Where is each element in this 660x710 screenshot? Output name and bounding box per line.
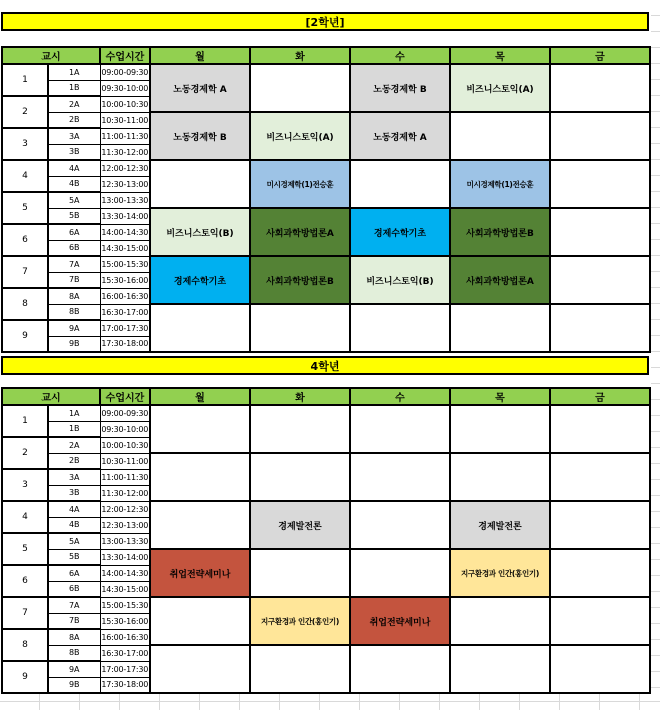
subperiod-cell[interactable]: 9B bbox=[48, 677, 100, 693]
header-time[interactable]: 수업시간 bbox=[100, 47, 150, 64]
empty-block-fri[interactable] bbox=[550, 405, 650, 453]
subperiod-cell[interactable]: 6A bbox=[48, 224, 100, 240]
period-cell[interactable]: 4 bbox=[2, 160, 48, 192]
time-cell[interactable]: 13:30-14:00 bbox=[100, 208, 150, 224]
period-cell[interactable]: 6 bbox=[2, 224, 48, 256]
time-cell[interactable]: 16:30-17:00 bbox=[100, 304, 150, 320]
empty-block-fri[interactable] bbox=[550, 64, 650, 112]
header-day-wed[interactable]: 수 bbox=[350, 388, 450, 405]
period-cell[interactable]: 7 bbox=[2, 597, 48, 629]
subperiod-cell[interactable]: 4A bbox=[48, 160, 100, 176]
subperiod-cell[interactable]: 8B bbox=[48, 304, 100, 320]
empty-block-fri[interactable] bbox=[550, 549, 650, 597]
banner-grade2-title[interactable]: [2학년] bbox=[1, 12, 649, 31]
subperiod-cell[interactable]: 7B bbox=[48, 272, 100, 288]
empty-block-thu[interactable] bbox=[450, 112, 550, 160]
period-cell[interactable]: 8 bbox=[2, 288, 48, 320]
empty-block-mon[interactable] bbox=[150, 597, 250, 645]
period-cell[interactable]: 9 bbox=[2, 661, 48, 693]
course-block-tue[interactable]: 지구환경과 인간(홍인기) bbox=[250, 597, 350, 645]
empty-block-wed[interactable] bbox=[350, 549, 450, 597]
subperiod-cell[interactable]: 1A bbox=[48, 64, 100, 80]
empty-block-wed[interactable] bbox=[350, 160, 450, 208]
subperiod-cell[interactable]: 6B bbox=[48, 581, 100, 597]
period-cell[interactable]: 8 bbox=[2, 629, 48, 661]
empty-block-wed[interactable] bbox=[350, 645, 450, 693]
course-block-tue[interactable]: 사회과학방법론A bbox=[250, 208, 350, 256]
course-block-tue[interactable]: 사회과학방법론B bbox=[250, 256, 350, 304]
empty-block-fri[interactable] bbox=[550, 597, 650, 645]
period-cell[interactable]: 3 bbox=[2, 128, 48, 160]
course-block-wed[interactable]: 노동경제학 A bbox=[350, 112, 450, 160]
course-block-thu[interactable]: 사회과학방법론B bbox=[450, 208, 550, 256]
period-cell[interactable]: 5 bbox=[2, 533, 48, 565]
time-cell[interactable]: 17:30-18:00 bbox=[100, 677, 150, 693]
period-cell[interactable]: 3 bbox=[2, 469, 48, 501]
period-cell[interactable]: 1 bbox=[2, 64, 48, 96]
excel-gridlines-bottom-margin bbox=[0, 692, 660, 710]
subperiod-cell[interactable]: 8B bbox=[48, 645, 100, 661]
empty-block-mon[interactable] bbox=[150, 304, 250, 352]
time-cell[interactable]: 10:30-11:00 bbox=[100, 112, 150, 128]
subperiod-cell[interactable]: 3B bbox=[48, 144, 100, 160]
course-block-tue[interactable]: 경제발전론 bbox=[250, 501, 350, 549]
header-day-mon[interactable]: 월 bbox=[150, 388, 250, 405]
course-block-thu[interactable]: 사회과학방법론A bbox=[450, 256, 550, 304]
time-cell[interactable]: 16:00-16:30 bbox=[100, 629, 150, 645]
subperiod-cell[interactable]: 8A bbox=[48, 629, 100, 645]
timetable-grade4 bbox=[1, 387, 651, 694]
time-cell[interactable]: 10:00-10:30 bbox=[100, 96, 150, 112]
empty-block-tue[interactable] bbox=[250, 405, 350, 453]
empty-block-wed[interactable] bbox=[350, 501, 450, 549]
empty-block-fri[interactable] bbox=[550, 208, 650, 256]
header-day-tue[interactable]: 화 bbox=[250, 388, 350, 405]
subperiod-cell[interactable]: 5B bbox=[48, 208, 100, 224]
time-cell[interactable]: 12:00-12:30 bbox=[100, 160, 150, 176]
time-cell[interactable]: 12:30-13:00 bbox=[100, 176, 150, 192]
time-cell[interactable]: 15:00-15:30 bbox=[100, 256, 150, 272]
empty-block-fri[interactable] bbox=[550, 256, 650, 304]
header-day-fri[interactable]: 금 bbox=[550, 388, 650, 405]
subperiod-cell[interactable]: 8A bbox=[48, 288, 100, 304]
empty-block-tue[interactable] bbox=[250, 453, 350, 501]
subperiod-cell[interactable]: 7B bbox=[48, 613, 100, 629]
empty-block-mon[interactable] bbox=[150, 405, 250, 453]
subperiod-cell[interactable]: 1B bbox=[48, 421, 100, 437]
empty-block-fri[interactable] bbox=[550, 501, 650, 549]
empty-block-tue[interactable] bbox=[250, 549, 350, 597]
time-cell[interactable]: 11:30-12:00 bbox=[100, 485, 150, 501]
time-cell[interactable]: 09:00-09:30 bbox=[100, 405, 150, 421]
course-block-mon[interactable]: 경제수학기초 bbox=[150, 256, 250, 304]
time-cell[interactable]: 14:00-14:30 bbox=[100, 224, 150, 240]
time-cell[interactable]: 13:00-13:30 bbox=[100, 192, 150, 208]
subperiod-cell[interactable]: 2A bbox=[48, 96, 100, 112]
empty-block-thu[interactable] bbox=[450, 304, 550, 352]
course-block-tue[interactable]: 미시경제학(1)전승훈 bbox=[250, 160, 350, 208]
course-block-mon[interactable]: 노동경제학 B bbox=[150, 112, 250, 160]
banner-grade4-title[interactable]: 4학년 bbox=[1, 356, 649, 375]
timetable-grade2 bbox=[1, 46, 651, 353]
course-block-thu[interactable]: 비즈니스토익(A) bbox=[450, 64, 550, 112]
period-cell[interactable]: 2 bbox=[2, 437, 48, 469]
period-cell[interactable]: 5 bbox=[2, 192, 48, 224]
header-period[interactable]: 교시 bbox=[2, 47, 100, 64]
subperiod-cell[interactable]: 3B bbox=[48, 485, 100, 501]
time-cell[interactable]: 12:00-12:30 bbox=[100, 501, 150, 517]
course-block-wed[interactable]: 비즈니스토익(B) bbox=[350, 256, 450, 304]
subperiod-cell[interactable]: 3A bbox=[48, 469, 100, 485]
subperiod-cell[interactable]: 4B bbox=[48, 176, 100, 192]
time-cell[interactable]: 16:30-17:00 bbox=[100, 645, 150, 661]
empty-block-wed[interactable] bbox=[350, 304, 450, 352]
subperiod-cell[interactable]: 9A bbox=[48, 661, 100, 677]
header-day-tue[interactable]: 화 bbox=[250, 47, 350, 64]
subperiod-cell[interactable]: 4A bbox=[48, 501, 100, 517]
subperiod-cell[interactable]: 9A bbox=[48, 320, 100, 336]
period-cell[interactable]: 9 bbox=[2, 320, 48, 352]
course-block-mon[interactable]: 취업전략세미나 bbox=[150, 549, 250, 597]
subperiod-cell[interactable]: 4B bbox=[48, 517, 100, 533]
subperiod-cell[interactable]: 6A bbox=[48, 565, 100, 581]
time-cell[interactable]: 16:00-16:30 bbox=[100, 288, 150, 304]
course-block-wed[interactable]: 취업전략세미나 bbox=[350, 597, 450, 645]
time-cell[interactable]: 11:00-11:30 bbox=[100, 128, 150, 144]
time-cell[interactable]: 17:30-18:00 bbox=[100, 336, 150, 352]
course-block-mon[interactable]: 비즈니스토익(B) bbox=[150, 208, 250, 256]
time-cell[interactable]: 14:00-14:30 bbox=[100, 565, 150, 581]
header-period[interactable]: 교시 bbox=[2, 388, 100, 405]
header-day-fri[interactable]: 금 bbox=[550, 47, 650, 64]
subperiod-cell[interactable]: 5A bbox=[48, 192, 100, 208]
excel-gridlines-right-margin bbox=[651, 0, 660, 710]
empty-block-wed[interactable] bbox=[350, 453, 450, 501]
empty-block-fri[interactable] bbox=[550, 112, 650, 160]
subperiod-cell[interactable]: 2B bbox=[48, 112, 100, 128]
empty-block-thu[interactable] bbox=[450, 645, 550, 693]
empty-block-tue[interactable] bbox=[250, 645, 350, 693]
time-cell[interactable]: 09:30-10:00 bbox=[100, 80, 150, 96]
subperiod-cell[interactable]: 3A bbox=[48, 128, 100, 144]
period-cell[interactable]: 1 bbox=[2, 405, 48, 437]
subperiod-cell[interactable]: 2B bbox=[48, 453, 100, 469]
empty-block-thu[interactable] bbox=[450, 405, 550, 453]
empty-block-mon[interactable] bbox=[150, 645, 250, 693]
period-cell[interactable]: 6 bbox=[2, 565, 48, 597]
period-cell[interactable]: 7 bbox=[2, 256, 48, 288]
time-cell[interactable]: 11:30-12:00 bbox=[100, 144, 150, 160]
header-day-thu[interactable]: 목 bbox=[450, 47, 550, 64]
empty-block-wed[interactable] bbox=[350, 405, 450, 453]
course-block-wed[interactable]: 경제수학기초 bbox=[350, 208, 450, 256]
time-cell[interactable]: 15:30-16:00 bbox=[100, 613, 150, 629]
subperiod-cell[interactable]: 9B bbox=[48, 336, 100, 352]
header-day-mon[interactable]: 월 bbox=[150, 47, 250, 64]
empty-block-fri[interactable] bbox=[550, 160, 650, 208]
subperiod-cell[interactable]: 5B bbox=[48, 549, 100, 565]
time-cell[interactable]: 09:00-09:30 bbox=[100, 64, 150, 80]
empty-block-mon[interactable] bbox=[150, 160, 250, 208]
course-block-tue[interactable]: 비즈니스토익(A) bbox=[250, 112, 350, 160]
time-cell[interactable]: 17:00-17:30 bbox=[100, 320, 150, 336]
empty-block-fri[interactable] bbox=[550, 453, 650, 501]
time-cell[interactable]: 11:00-11:30 bbox=[100, 469, 150, 485]
time-cell[interactable]: 09:30-10:00 bbox=[100, 421, 150, 437]
empty-block-thu[interactable] bbox=[450, 453, 550, 501]
empty-block-thu[interactable] bbox=[450, 597, 550, 645]
header-day-wed[interactable]: 수 bbox=[350, 47, 450, 64]
time-cell[interactable]: 17:00-17:30 bbox=[100, 661, 150, 677]
course-block-thu[interactable]: 지구환경과 인간(홍인기) bbox=[450, 549, 550, 597]
time-cell[interactable]: 12:30-13:00 bbox=[100, 517, 150, 533]
empty-block-mon[interactable] bbox=[150, 501, 250, 549]
period-cell[interactable]: 4 bbox=[2, 501, 48, 533]
course-block-wed[interactable]: 노동경제학 B bbox=[350, 64, 450, 112]
time-cell[interactable]: 15:00-15:30 bbox=[100, 597, 150, 613]
subperiod-cell[interactable]: 6B bbox=[48, 240, 100, 256]
time-cell[interactable]: 14:30-15:00 bbox=[100, 581, 150, 597]
period-cell[interactable]: 2 bbox=[2, 96, 48, 128]
course-block-thu[interactable]: 경제발전론 bbox=[450, 501, 550, 549]
empty-block-fri[interactable] bbox=[550, 304, 650, 352]
empty-block-tue[interactable] bbox=[250, 304, 350, 352]
header-time[interactable]: 수업시간 bbox=[100, 388, 150, 405]
subperiod-cell[interactable]: 1B bbox=[48, 80, 100, 96]
subperiod-cell[interactable]: 2A bbox=[48, 437, 100, 453]
time-cell[interactable]: 13:00-13:30 bbox=[100, 533, 150, 549]
empty-block-fri[interactable] bbox=[550, 645, 650, 693]
time-cell[interactable]: 14:30-15:00 bbox=[100, 240, 150, 256]
course-block-mon[interactable]: 노동경제학 A bbox=[150, 64, 250, 112]
time-cell[interactable]: 10:30-11:00 bbox=[100, 453, 150, 469]
header-day-thu[interactable]: 목 bbox=[450, 388, 550, 405]
subperiod-cell[interactable]: 1A bbox=[48, 405, 100, 421]
empty-block-tue[interactable] bbox=[250, 64, 350, 112]
time-cell[interactable]: 15:30-16:00 bbox=[100, 272, 150, 288]
course-block-thu[interactable]: 미시경제학(1)전승훈 bbox=[450, 160, 550, 208]
subperiod-cell[interactable]: 7A bbox=[48, 256, 100, 272]
empty-block-mon[interactable] bbox=[150, 453, 250, 501]
subperiod-cell[interactable]: 7A bbox=[48, 597, 100, 613]
time-cell[interactable]: 13:30-14:00 bbox=[100, 549, 150, 565]
time-cell[interactable]: 10:00-10:30 bbox=[100, 437, 150, 453]
subperiod-cell[interactable]: 5A bbox=[48, 533, 100, 549]
